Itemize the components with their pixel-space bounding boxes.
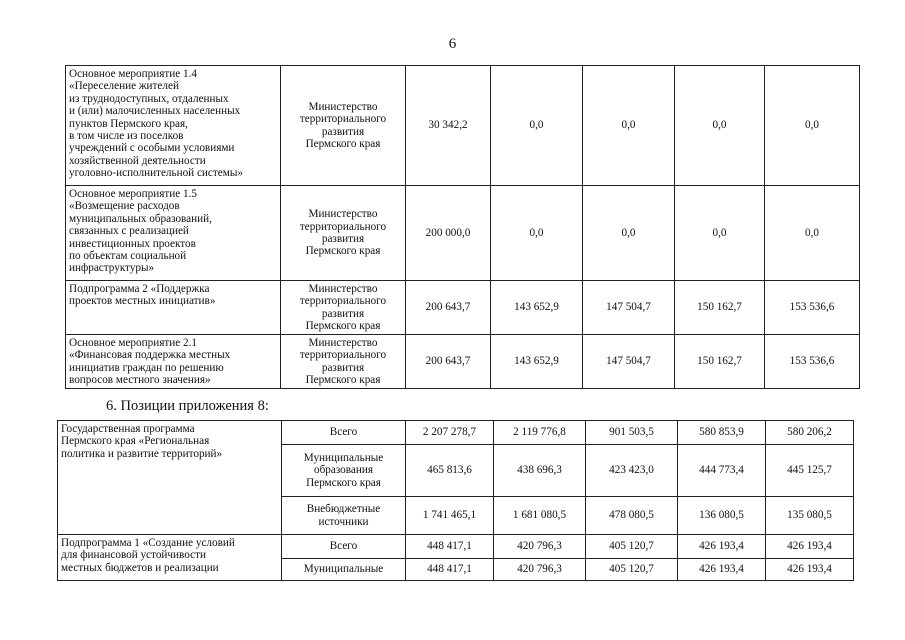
executor-cell: Министерство территориального развития Пермского края bbox=[281, 186, 406, 281]
executor-cell: Министерство территориального развития Пермского края bbox=[281, 281, 406, 335]
measure-name-cell: Основное мероприятие 1.4 «Переселение жителей из труднодоступных, отдаленных и (или) малочисленных населенных пунктов Пермского края, в том числе из поселков учреждений с особыми условиями хозяйственной деятельности уголовно-исполнительной системы» bbox=[66, 66, 281, 186]
value-cell: 426 193,4 bbox=[766, 535, 854, 559]
appendix-8-table bbox=[57, 420, 854, 581]
table-row bbox=[66, 66, 860, 186]
value-cell: 150 162,7 bbox=[675, 281, 765, 335]
value-cell: 153 536,6 bbox=[765, 281, 860, 335]
funding-source-cell: Всего bbox=[282, 535, 406, 559]
value-cell: 426 193,4 bbox=[678, 535, 766, 559]
table-row bbox=[58, 535, 854, 559]
value-cell: 448 417,1 bbox=[406, 559, 494, 581]
executor-cell: Министерство территориального развития Пермского края bbox=[281, 335, 406, 389]
value-cell: 150 162,7 bbox=[675, 335, 765, 389]
value-cell: 901 503,5 bbox=[586, 421, 678, 445]
value-cell: 143 652,9 bbox=[491, 281, 583, 335]
value-cell: 0,0 bbox=[765, 186, 860, 281]
value-cell: 153 536,6 bbox=[765, 335, 860, 389]
value-cell: 136 080,5 bbox=[678, 497, 766, 535]
funding-source-cell: Муниципальные bbox=[282, 559, 406, 581]
value-cell: 426 193,4 bbox=[678, 559, 766, 581]
subprogram-name-cell: Подпрограмма 1 «Создание условий для финансовой устойчивости местных бюджетов и реализации bbox=[58, 535, 282, 581]
measure-name-cell: Основное мероприятие 1.5 «Возмещение расходов муниципальных образований, связанных с реализацией инвестиционных проектов по объектам социальной инфраструктуры» bbox=[66, 186, 281, 281]
value-cell: 200 643,7 bbox=[406, 335, 491, 389]
value-cell: 420 796,3 bbox=[494, 559, 586, 581]
value-cell: 426 193,4 bbox=[766, 559, 854, 581]
value-cell: 135 080,5 bbox=[766, 497, 854, 535]
value-cell: 1 681 080,5 bbox=[494, 497, 586, 535]
table-row bbox=[66, 281, 860, 335]
value-cell: 30 342,2 bbox=[406, 66, 491, 186]
value-cell: 420 796,3 bbox=[494, 535, 586, 559]
value-cell: 423 423,0 bbox=[586, 445, 678, 497]
value-cell: 448 417,1 bbox=[406, 535, 494, 559]
value-cell: 1 741 465,1 bbox=[406, 497, 494, 535]
table-row bbox=[58, 421, 854, 445]
value-cell: 200 000,0 bbox=[406, 186, 491, 281]
value-cell: 445 125,7 bbox=[766, 445, 854, 497]
funding-source-cell: Всего bbox=[282, 421, 406, 445]
value-cell: 147 504,7 bbox=[583, 281, 675, 335]
value-cell: 0,0 bbox=[583, 66, 675, 186]
value-cell: 478 080,5 bbox=[586, 497, 678, 535]
value-cell: 0,0 bbox=[491, 66, 583, 186]
value-cell: 147 504,7 bbox=[583, 335, 675, 389]
value-cell: 0,0 bbox=[675, 66, 765, 186]
value-cell: 444 773,4 bbox=[678, 445, 766, 497]
value-cell: 2 207 278,7 bbox=[406, 421, 494, 445]
value-cell: 405 120,7 bbox=[586, 535, 678, 559]
funding-source-cell: Муниципальные образования Пермского края bbox=[282, 445, 406, 497]
value-cell: 0,0 bbox=[765, 66, 860, 186]
value-cell: 580 206,2 bbox=[766, 421, 854, 445]
page-number: 6 bbox=[448, 36, 457, 52]
funding-source-cell: Внебюджетные источники bbox=[282, 497, 406, 535]
value-cell: 580 853,9 bbox=[678, 421, 766, 445]
program-measures-table bbox=[65, 65, 860, 389]
executor-cell: Министерство территориального развития Пермского края bbox=[281, 66, 406, 186]
measure-name-cell: Подпрограмма 2 «Поддержка проектов местных инициатив» bbox=[66, 281, 281, 335]
program-name-cell: Государственная программа Пермского края «Региональная политика и развитие территорий» bbox=[58, 421, 282, 535]
value-cell: 200 643,7 bbox=[406, 281, 491, 335]
table-row bbox=[66, 335, 860, 389]
value-cell: 0,0 bbox=[675, 186, 765, 281]
measure-name-cell: Основное мероприятие 2.1 «Финансовая поддержка местных инициатив граждан по решению вопросов местного значения» bbox=[66, 335, 281, 389]
value-cell: 438 696,3 bbox=[494, 445, 586, 497]
value-cell: 2 119 776,8 bbox=[494, 421, 586, 445]
value-cell: 0,0 bbox=[583, 186, 675, 281]
table-row bbox=[66, 186, 860, 281]
value-cell: 465 813,6 bbox=[406, 445, 494, 497]
value-cell: 0,0 bbox=[491, 186, 583, 281]
section-heading: 6. Позиции приложения 8: bbox=[106, 398, 269, 414]
value-cell: 143 652,9 bbox=[491, 335, 583, 389]
value-cell: 405 120,7 bbox=[586, 559, 678, 581]
